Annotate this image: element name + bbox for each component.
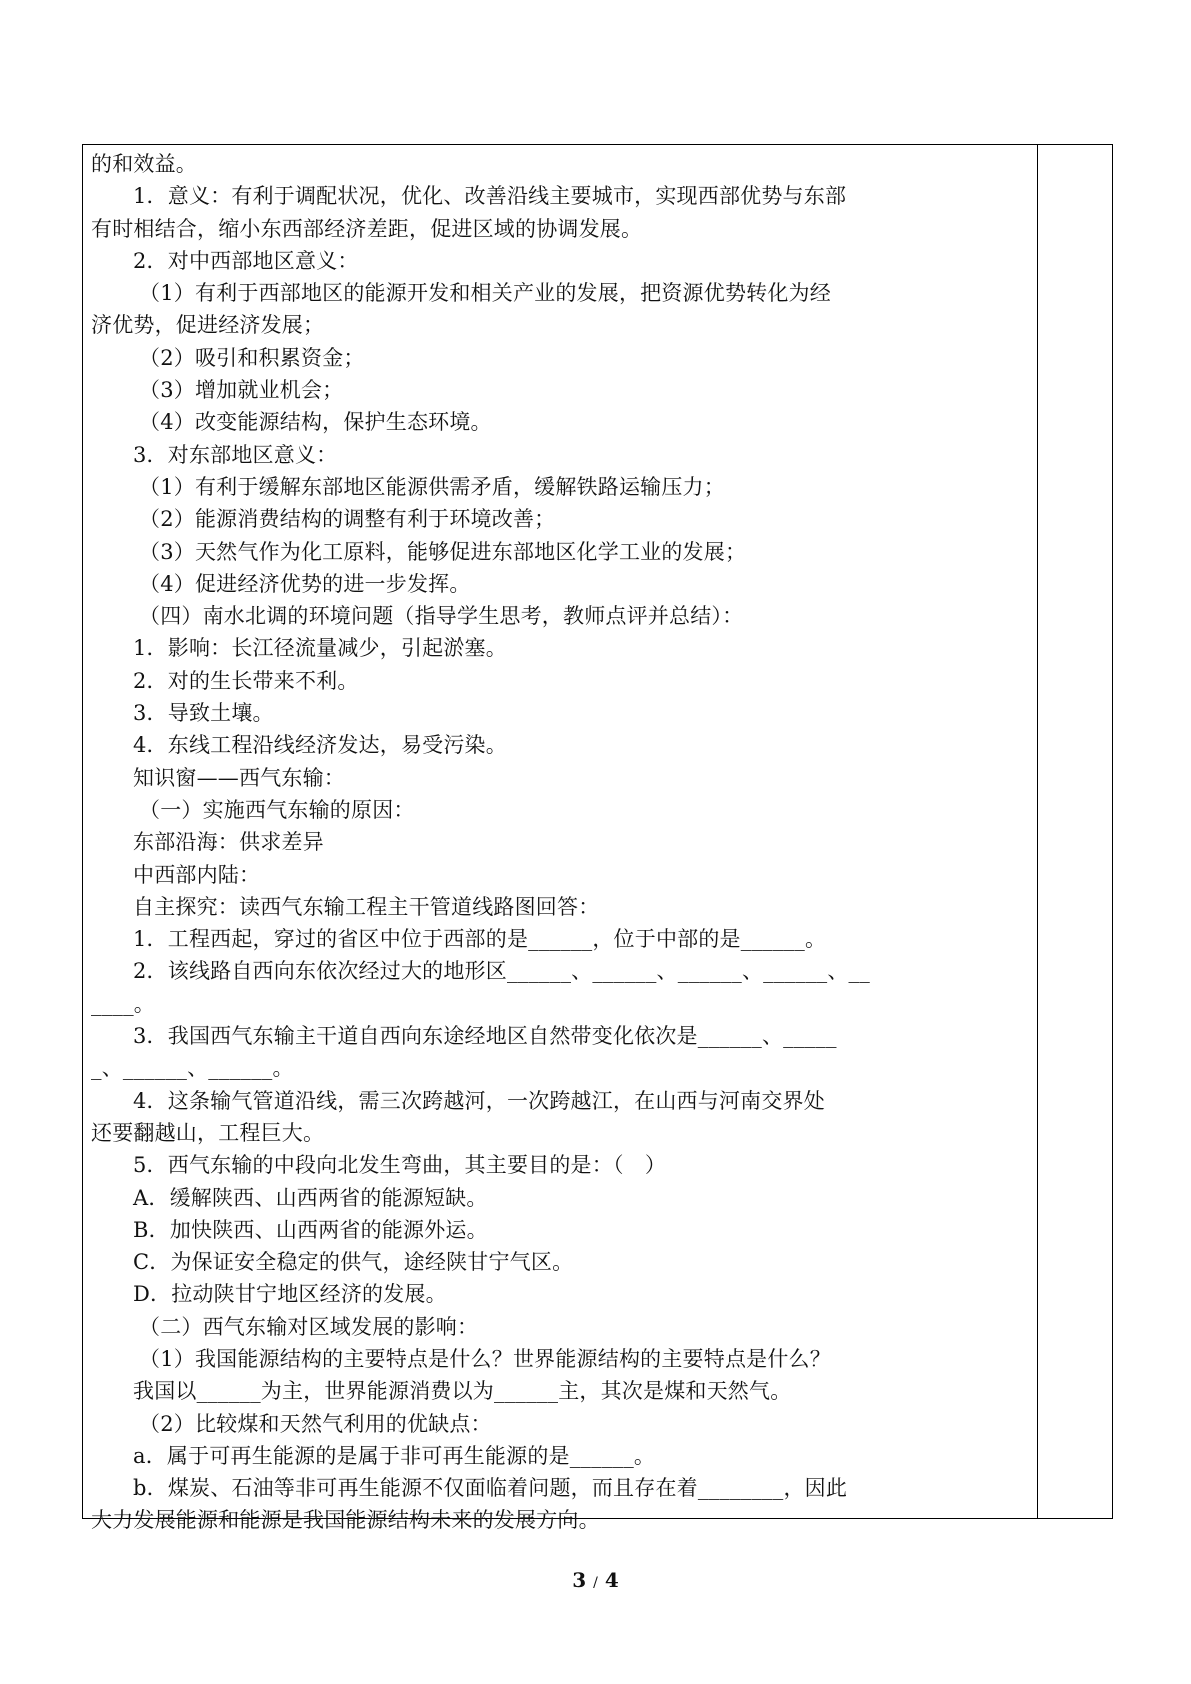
- text-line: 3．导致土壤。: [133, 701, 274, 726]
- text-line: 2．该线路自西向东依次经过大的地形区______、______、______、______、__: [133, 959, 870, 984]
- text-line: 有时相结合，缩小东西部经济差距，促进区域的协调发展。: [91, 216, 643, 241]
- text-line: C．为保证安全稳定的供气，途经陕甘宁气区。: [133, 1250, 574, 1275]
- text-line: （4）促进经济优势的进一步发挥。: [139, 571, 471, 596]
- text-line: 知识窗——西气东输：: [133, 765, 345, 790]
- page-total: 4: [604, 1568, 619, 1592]
- page-separator: /: [593, 1575, 598, 1591]
- text-line: 东部沿海：供求差异: [133, 830, 324, 855]
- text-line: 自主探究：读西气东输工程主干管道线路图回答：: [133, 894, 600, 919]
- text-line: 济优势，促进经济发展；: [91, 313, 325, 338]
- text-line: （二）西气东输对区域发展的影响：: [139, 1314, 479, 1339]
- text-line: 我国以______为主，世界能源消费以为______主，其次是煤和天然气。: [133, 1379, 792, 1404]
- text-line: （1）我国能源结构的主要特点是什么？世界能源结构的主要特点是什么？: [139, 1346, 831, 1371]
- text-line: （4）改变能源结构，保护生态环境。: [139, 410, 492, 435]
- text-line: 1．工程西起，穿过的省区中位于西部的是______，位于中部的是______。: [133, 927, 827, 952]
- text-line: 2．对中西部地区意义：: [133, 248, 359, 273]
- text-line: B．加快陕西、山西两省的能源外运。: [133, 1217, 488, 1242]
- text-line: 的和效益。: [91, 152, 197, 176]
- text-line: （1）有利于缓解东部地区能源供需矛盾，缓解铁路运输压力；: [139, 474, 725, 499]
- text-line: （3）增加就业机会；: [139, 378, 344, 403]
- text-line: （一）实施西气东输的原因：: [139, 797, 415, 822]
- text-line: _、______、______。: [91, 1056, 294, 1081]
- text-line: 大力发展能源和能源是我国能源结构未来的发展方向。: [91, 1508, 600, 1533]
- text-line: A．缓解陕西、山西两省的能源短缺。: [133, 1185, 488, 1210]
- text-line: （四）南水北调的环境问题（指导学生思考，教师点评并总结）：: [139, 604, 744, 629]
- page-number: [0, 1568, 1191, 1592]
- text-line: （3）天然气作为化工原料，能够促进东部地区化学工业的发展；: [139, 539, 747, 564]
- text-line: （2）吸引和积累资金；: [139, 345, 365, 370]
- text-line: 还要翻越山，工程巨大。: [91, 1120, 325, 1145]
- text-line: ____。: [91, 991, 155, 1016]
- text-line: （2）能源消费结构的调整有利于环境改善；: [139, 507, 556, 532]
- text-line: a．属于可再生能源的是属于非可再生能源的是______。: [133, 1443, 656, 1468]
- text-line: 3．对东部地区意义：: [133, 442, 338, 467]
- column-divider: [1037, 145, 1038, 1518]
- text-line: 1．影响：长江径流量减少，引起淤塞。: [133, 636, 507, 661]
- text-line: （2）比较煤和天然气利用的优缺点：: [139, 1411, 492, 1436]
- text-line: 1．意义：有利于调配状况，优化、改善沿线主要城市，实现西部优势与东部: [133, 184, 847, 209]
- text-line: 3．我国西气东输主干道自西向东途经地区自然带变化依次是______、_____: [133, 1024, 837, 1049]
- text-line: 中西部内陆：: [133, 862, 261, 887]
- text-line: 5．西气东输的中段向北发生弯曲，其主要目的是：（ ）: [133, 1153, 667, 1178]
- document-table: [82, 144, 1113, 1533]
- text-line: D．拉动陕甘宁地区经济的发展。: [133, 1282, 447, 1307]
- main-text-cell: [91, 148, 1031, 1537]
- text-line: 4．东线工程沿线经济发达，易受污染。: [133, 733, 507, 758]
- text-line: b．煤炭、石油等非可再生能源不仅面临着问题，而且存在着________，因此: [133, 1476, 848, 1501]
- text-line: 4．这条输气管道沿线，需三次跨越河，一次跨越江，在山西与河南交界处: [133, 1088, 825, 1113]
- text-line: 2．对的生长带来不利。: [133, 668, 359, 693]
- text-line: （1）有利于西部地区的能源开发和相关产业的发展，把资源优势转化为经: [139, 281, 831, 306]
- page-current: 3: [572, 1568, 587, 1592]
